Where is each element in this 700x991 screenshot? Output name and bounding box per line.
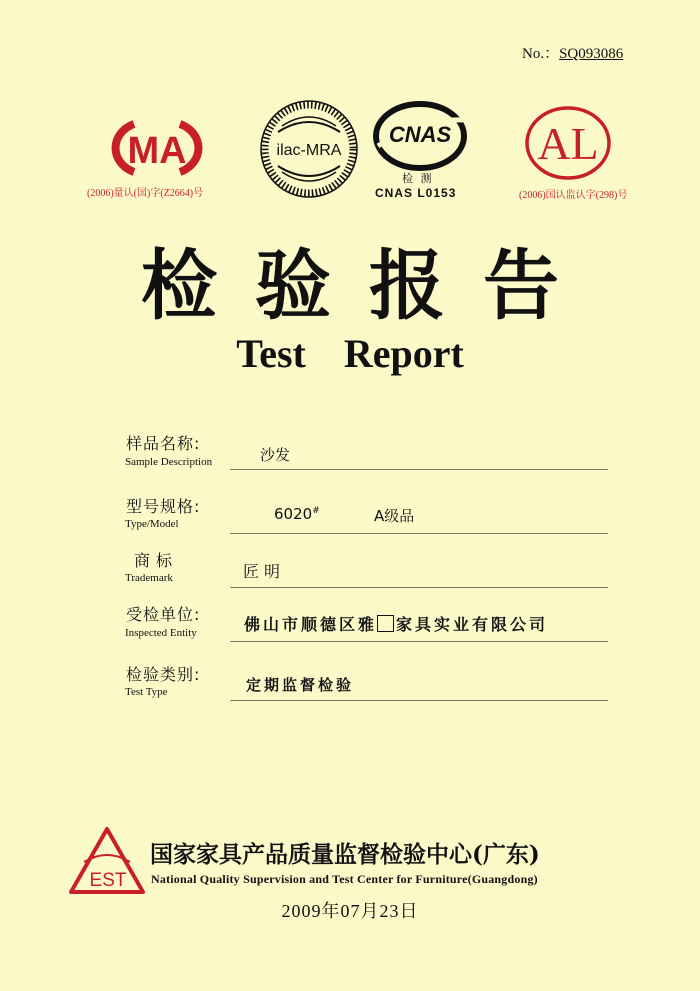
inspected-entity-part1: 佛山市顺德区雅 [244,615,378,634]
ilac-mra-logo [258,98,360,200]
test-type-label-cn: 检验类别: [126,665,201,684]
type-model-label-en: Type/Model [125,518,179,530]
test-type-label-en: Test Type [125,686,168,698]
inspected-entity-value [244,612,548,635]
sample-description-label-en: Sample Description [125,456,213,468]
trademark-value: 匠明 [243,562,286,581]
cal-logo-text: AL [537,118,599,169]
type-model-label-cn: 型号规格: [126,497,201,516]
cal-logo [520,103,616,183]
cnas-code: CNAS L0153 [375,186,457,200]
cma-logo [104,118,210,178]
type-model-number: 6020 [274,505,313,523]
trademark-label-en: Trademark [125,572,173,584]
inspected-entity-label-en: Inspected Entity [125,627,197,639]
report-date: 2009年07月23日 [281,901,419,921]
est-logo-text: EST [89,870,127,891]
trademark-label-cn: 商标 [134,551,179,570]
cnas-sub-label: 检 测 [402,172,434,185]
cnas-logo [370,98,470,172]
type-model-sup: # [312,506,320,516]
inspected-entity-label-cn: 受检单位: [126,605,201,624]
sample-description-label-cn: 样品名称: [126,434,201,453]
type-model-grade: A级品 [374,507,415,525]
report-number [522,42,623,63]
est-logo [68,826,146,896]
report-number-value: SQ093086 [559,46,624,62]
field-rule [230,700,608,701]
cma-logo-text: MA [127,130,187,172]
cal-caption: (2006)国认监认字(298)号 [519,190,628,201]
ilac-mra-text: ilac-MRA [276,142,342,159]
cma-caption: (2006)量认(国)字(Z2664)号 [87,188,204,199]
type-model-value [274,505,320,523]
report-title-en: Test Report [236,331,464,376]
report-number-label: No.： [522,46,560,62]
test-center-name-cn: 国家家具产品质量监督检验中心(广东) [150,841,540,868]
report-title-cn: 检验报告 [141,241,597,330]
cnas-logo-text: CNAS [388,122,452,147]
test-type-value: 定期监督检验 [246,676,355,694]
field-rule [230,641,608,642]
field-rule [230,587,608,588]
sample-description-value: 沙发 [260,446,291,464]
redaction-box [377,615,394,632]
field-rule [230,469,608,470]
field-rule [230,533,608,534]
inspected-entity-part2: 家具实业有限公司 [396,615,549,634]
test-center-name-en: National Quality Supervision and Test Center for Furniture(Guangdong) [151,872,538,886]
